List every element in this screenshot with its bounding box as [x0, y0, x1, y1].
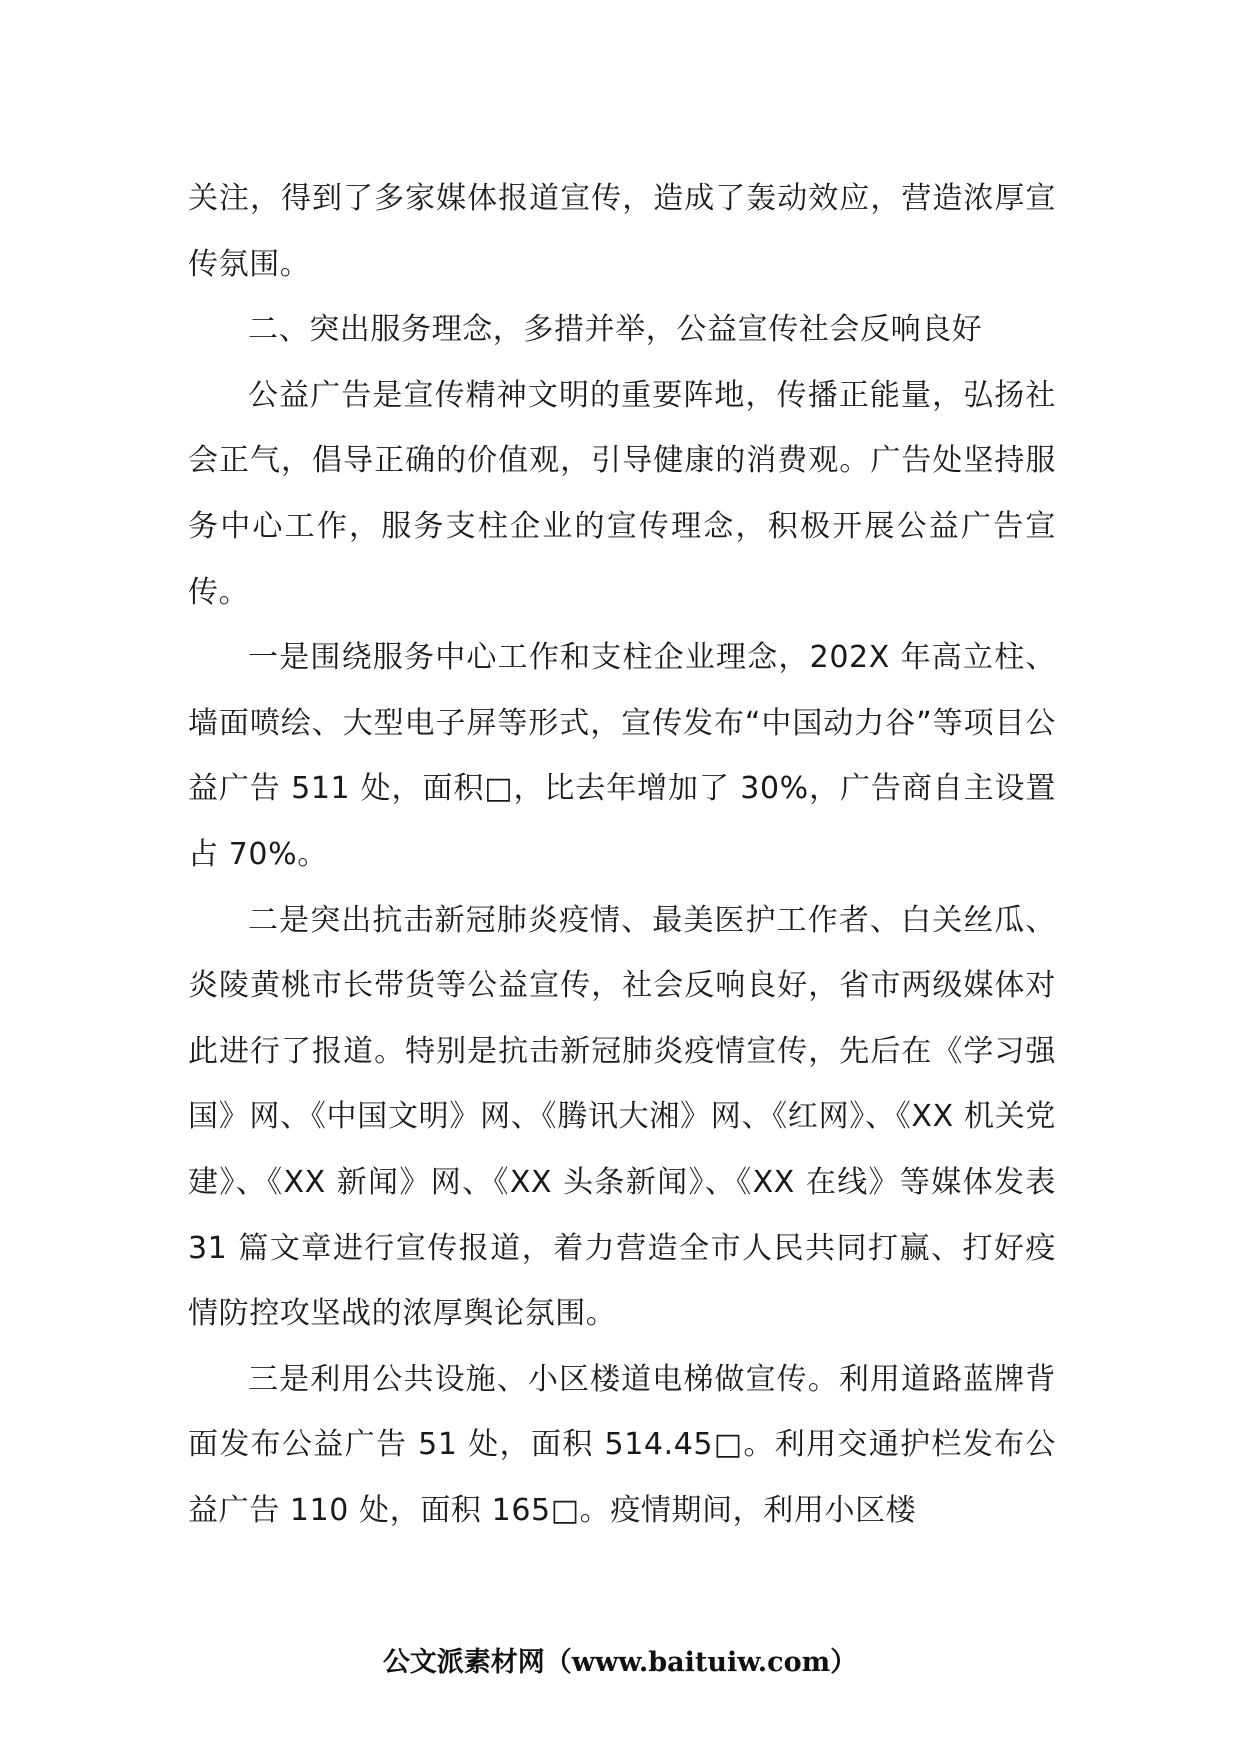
footer-watermark: 公文派素材网（www.baituiw.com）	[382, 1647, 858, 1678]
paragraph-intro: 公益广告是宣传精神文明的重要阵地，传播正能量，弘扬社会正气，倡导正确的价值观，引导健康的消费观。广告处坚持服务中心工作，服务支柱企业的宣传理念，积极开展公益广告宣传。	[188, 377, 1056, 610]
section-heading: 二、突出服务理念，多措并举，公益宣传社会反响良好	[248, 312, 983, 348]
document-body	[188, 166, 1056, 1543]
paragraph-item-3: 三是利用公共设施、小区楼道电梯做宣传。利用道路蓝牌背面发布公益广告 51 处，面积 514.45□。利用交通护栏发布公益广告 110 处，面积 165□。疫情期间，利用小区楼	[188, 1361, 1056, 1528]
paragraph-item-1: 一是围绕服务中心工作和支柱企业理念，202X 年高立柱、墙面喷绘、大型电子屏等形式，宣传发布“中国动力谷”等项目公益广告 511 处，面积□，比去年增加了 30%，广告商自主设置占 70%。	[188, 640, 1056, 872]
paragraph-item-2: 二是突出抗击新冠肺炎疫情、最美医护工作者、白关丝瓜、炎陵黄桃市长带货等公益宣传，社会反响良好，省市两级媒体对此进行了报道。特别是抗击新冠肺炎疫情宣传，先后在《学习强国》网、《中国文明》网、《腾讯大湘》网、《红网》、《XX 机关党建》、《XX 新闻》网、《XX 头条新闻》、《XX 在线》等媒体发表 31 篇文章进行宣传报道，着力营造全市人民共同打赢、打好疫情防控攻坚战的浓厚舆论氛围。	[188, 902, 1056, 1332]
paragraph-continuation: 关注，得到了多家媒体报道宣传，造成了轰动效应，营造浓厚宣传氛围。	[188, 181, 1056, 282]
